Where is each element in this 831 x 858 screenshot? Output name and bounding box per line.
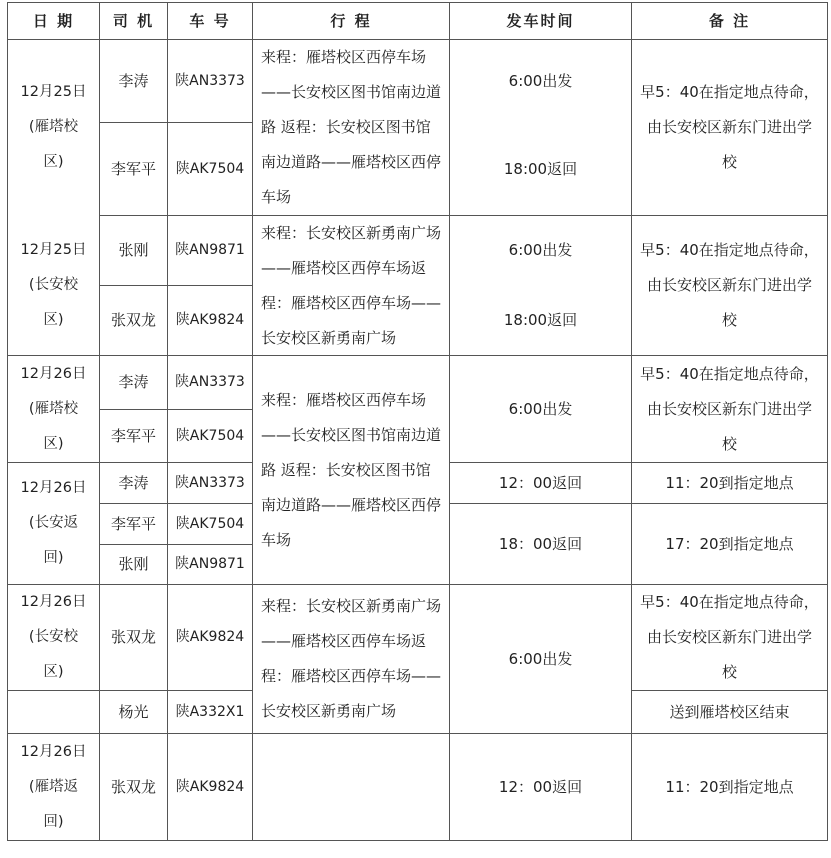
time-cell: 6:00出发 [508, 399, 573, 418]
plate-cell: 陕AN9871 [175, 556, 245, 572]
driver-cell: 张刚 [118, 241, 149, 259]
driver-cell: 张双龙 [110, 777, 156, 796]
plate-cell: 陕AN9871 [175, 242, 245, 258]
plate-cell: 陕AN3373 [175, 374, 245, 390]
note-cell: 早5：40在指定地点待命，由长安校区新东门进出学校 [640, 241, 819, 329]
note-cell: 17：20到指定地点 [665, 534, 794, 553]
date-line: 12月25日 [20, 242, 87, 258]
plate-cell: 陕AK7504 [175, 160, 245, 177]
route-cell: 来程：长安校区新勇南广场——雁塔校区西停车场返程：雁塔校区西停车场——长安校区新勇南广场 [261, 597, 442, 720]
driver-cell: 张刚 [118, 555, 149, 573]
route-cell: 来程：雁塔校区西停车场——长安校区图书馆南边道路 返程：长安校区图书馆南边道路——雁塔校区西停车场 [261, 390, 442, 549]
driver-cell: 李涛 [118, 71, 149, 90]
header-plate: 车 号 [189, 11, 231, 30]
driver-cell: 李军平 [110, 514, 156, 533]
plate-cell: 陕AK7504 [175, 427, 245, 444]
driver-cell: 李军平 [110, 426, 156, 445]
note-cell: 早5：40在指定地点待命，由长安校区新东门进出学校 [640, 593, 819, 681]
time-cell: 18:00返回 [503, 311, 578, 329]
note-cell: 送到雁塔校区结束 [669, 702, 790, 721]
route-cell: 来程：长安校区新勇南广场——雁塔校区西停车场返程：雁塔校区西停车场——长安校区新勇南广场 [261, 223, 442, 347]
driver-cell: 李军平 [110, 159, 156, 178]
date-line: (长安校 [28, 277, 79, 293]
plate-cell: 陕AK7504 [175, 515, 245, 532]
note-cell: 11：20到指定地点 [665, 473, 794, 492]
time-cell: 18:00返回 [503, 159, 578, 178]
note-cell: 早5：40在指定地点待命，由长安校区新东门进出学校 [640, 83, 819, 171]
date-line: 12月26日 [20, 480, 87, 496]
plate-cell: 陕AK9824 [175, 312, 245, 328]
plate-cell: 陕AK9824 [175, 778, 245, 795]
date-line: 12月26日 [20, 743, 87, 760]
date-line: 回) [43, 813, 64, 830]
header-driver: 司 机 [112, 11, 155, 30]
date-line: (长安返 [28, 515, 79, 531]
plate-cell: 陕AN3373 [175, 474, 245, 491]
header-note: 备 注 [708, 11, 751, 30]
route-cell-empty [253, 734, 449, 840]
driver-cell: 杨光 [118, 702, 149, 721]
date-cell-1 [8, 40, 99, 215]
header-route: 行 程 [330, 11, 372, 30]
date-line: (雁塔校 [28, 119, 79, 135]
time-cell: 18：00返回 [498, 534, 583, 553]
date-cell-6 [8, 734, 99, 840]
driver-cell: 李涛 [118, 473, 149, 492]
header-time: 发车时间 [506, 11, 575, 30]
date-line: (雁塔返 [28, 778, 79, 795]
date-line: 区) [43, 435, 64, 452]
date-line: 回) [43, 550, 64, 566]
date-line: 区) [43, 312, 64, 328]
plate-cell: 陕AN3373 [175, 72, 245, 89]
time-cell: 6:00出发 [508, 71, 573, 90]
date-cell-2 [8, 216, 99, 355]
time-cell: 12：00返回 [498, 473, 583, 492]
time-cell: 6:00出发 [508, 649, 573, 668]
date-line: 12月26日 [20, 365, 87, 382]
date-line: 12月25日 [20, 84, 87, 100]
plate-cell: 陕AK9824 [175, 629, 245, 645]
date-line: 区) [43, 154, 64, 170]
date-cell-3 [8, 356, 99, 462]
driver-cell: 张双龙 [110, 628, 156, 646]
driver-cell: 李涛 [118, 373, 149, 391]
driver-cell: 张双龙 [110, 311, 156, 329]
time-cell: 12：00返回 [498, 777, 583, 796]
date-cell-5 [8, 585, 99, 690]
date-cell-4 [8, 463, 99, 584]
date-line: (长安校 [28, 629, 79, 645]
date-line: (雁塔校 [28, 400, 79, 417]
note-cell: 早5：40在指定地点待命，由长安校区新东门进出学校 [640, 364, 819, 453]
note-cell: 11：20到指定地点 [665, 777, 794, 796]
time-cell: 6:00出发 [508, 241, 573, 259]
date-line: 区) [43, 664, 64, 680]
date-line: 12月26日 [20, 594, 87, 610]
plate-cell: 陕A332X1 [175, 703, 245, 720]
header-date: 日 期 [32, 11, 75, 30]
route-cell: 来程：雁塔校区西停车场——长安校区图书馆南边道路 返程：长安校区图书馆南边道路——雁塔校区西停车场 [261, 48, 442, 206]
